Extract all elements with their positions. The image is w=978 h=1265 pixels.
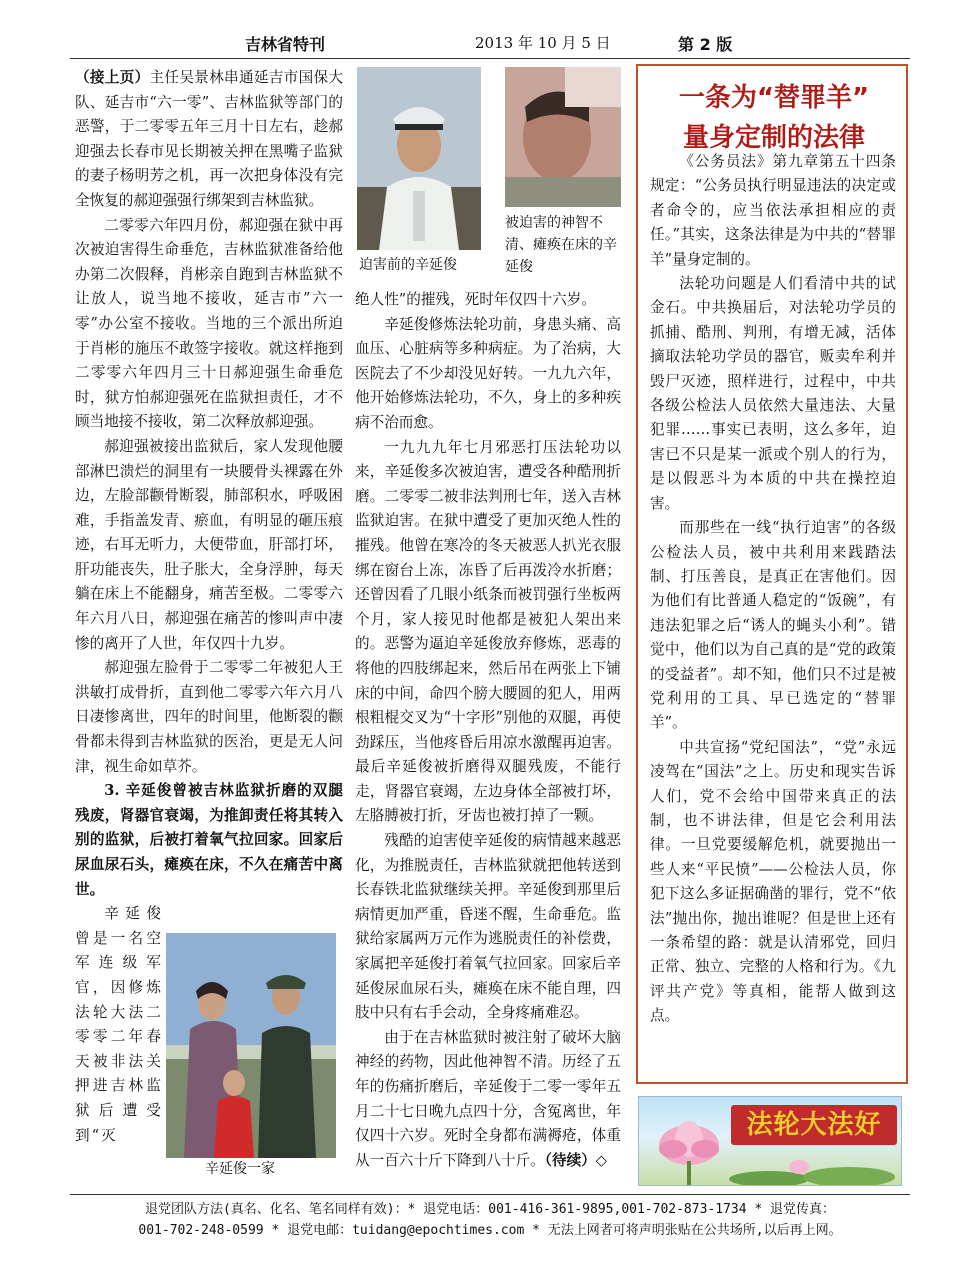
paragraph: 《公务员法》第九章第五十四条规定：“公务员执行明显违法的决定或者命令的，应当依法承担相应的责任。”其实，这条法律是为中共的“替罪羊”量身定制的。 [650,153,896,268]
sidebar-title-line1: 一条为“替罪羊” [678,83,870,113]
paragraph-text: 由于在吉林监狱时被注射了破坏大脑神经的药物，因此他神智不清。历经了五年的伤痛折磨后，辛延俊于二零一零年五月二十七日晚九点四十分，含冤离世，年仅四十六岁。死时全身都布满褥疮，体重从一百六十斤下降到八十斤。 [355,1028,621,1169]
publication-name: 吉林省特刊 [245,35,326,54]
paragraph-text: 主任吴景林串通延吉市国保大队、延吉市“六一零”、吉林监狱等部门的恶警，于二零零五年三月十日左右，趁郝迎强去长春市见长期被关押在黑嘴子监狱的妻子杨明芳之机，再一次把身体没有完全恢复的郝迎强强行绑架到吉林监狱。 [75,69,343,209]
paragraph: 郝迎强被接出监狱后，家人发现他腰部淋巴溃烂的洞里有一块腰骨头裸露在外边，左脸部颧骨断裂，肺部积水，呼吸困难，手指盖发青、瘀血，有明显的砸压痕迹，右耳无听力，大便带血，肝部打坏，肝功能丧失，肚子胀大，全身浮肿，每天躺在床上不能翻身，痛苦至极。二零零六年六月八日，郝迎强在痛苦的惨叫声中凄惨的离开了人世，年仅四十九岁。 [75,437,343,652]
paragraph: 中共宣扬“党纪国法”，“党”永远凌驾在“国法”之上。历史和现实告诉人们，党不会给中国带来真正的法制，也不讲法律，但是它会利用法律。一旦党要缓解危机，就要抛出一些人来“平民愤”——公检法人员，你犯下这么多证据确凿的罪行，党不“依法”抛出你，抛出谁呢？但是世上还有一条希望的路：就是认清邪党，回归正常、独立、完整的人格和行为。《九评共产党》等真相，能帮人做到这点。 [650,738,896,1025]
paragraph: 一九九九年七月邪恶打压法轮功以来，辛延俊多次被迫害，遭受各种酷刑折磨。二零零二被非法判刑七年，送入吉林监狱迫害。在狱中遭受了更加灭绝人性的摧残。他曾在寒冷的冬天被恶人扒光衣服绑在窗台上冻，冻昏了后再泼冷水折磨；还曾因看了几眼小纸条而被罚强行坐板两个月，家人接见时他都是被犯人架出来的。恶警为逼迫辛延俊放弃修炼，恶毒的将他的四肢绑起来，然后吊在两张上下铺床的中间，命四个膀大腰圆的犯人，用两根粗棍交叉为“十字形”别他的双腿，再使劲踩压，当他疼昏后用凉水激醒再迫害。最后辛延俊被折磨得双腿残废，不能行走，肾器官衰竭，左边身体全部被打坏，左胳膊被打折，牙齿也被打掉了一颗。 [355,438,621,825]
editorial-sidebar [636,64,908,1084]
photo-caption-after: 被迫害的神智不清、瘫痪在床的辛延俊 [505,215,617,275]
paragraph: 法轮功问题是人们看清中共的试金石。中共换届后，对法轮功学员的抓捕、酷刑、判刑，有增无减，活体摘取法轮功学员的器官，贩卖牟利并毁尸灭迹，照样进行，过程中，中共各级公检法人员依然大量违法、大量犯罪……事实已表明，这么多年，迫害已不只是某一派或个别人的行为，是以假恶斗为本质的中共在操控迫害。 [650,275,896,512]
sidebar-body [650,150,896,1029]
photo-caption-before: 迫害前的辛延俊 [359,257,457,273]
paragraph: 郝迎强左脸骨于二零零二年被犯人王洪敏打成骨折，直到他二零零六年六月八日凄惨离世，四年的时间里，他断裂的颧骨都未得到吉林监狱的医治，更是无人问津，视生命如草芥。 [75,659,343,775]
paragraph [75,66,343,214]
sidebar-title-line2: 量身定制的法律 [682,123,865,153]
footer-line-2: 001-702-248-0599 * 退党电邮：tuidang@epochtimes.com * 无法上网者可将声明张贴在公共场所,以后再上网。 [138,1223,842,1238]
paragraph: 残酷的迫害使辛延俊的病情越来越恶化，为推脱责任，吉林监狱就把他转送到长春铁北监狱继续关押。辛延俊到那里后病情更加严重，昏迷不醒，生命垂危。监狱给家属两万元作为逃脱责任的补偿费，家属把辛延俊打着氧气拉回家。回家后辛延俊尿血尿石头，瘫痪在床不能自理，四肢中只有右手会动，全身疼痛难忍。 [355,832,621,1022]
issue-date: 2013 年 10 月 5 日 [475,34,611,52]
photo-xin-yanjun-before [357,67,481,250]
page-header [70,30,910,59]
continued-from-label: （接上页） [75,69,150,86]
photo-xin-yanjun-family [166,933,336,1158]
paragraph: 辛延俊曾是一名空军连级军官，因修炼法轮大法二零零二年春天被非法关押进吉林监狱后遭受到“灭 [75,905,163,1144]
paragraph [355,1026,621,1174]
paragraph: 绝人性”的摧残，死时年仅四十六岁。 [355,291,596,308]
page-number: 第 2 版 [678,35,733,54]
paragraph: 辛延俊修炼法轮功前，身患头痛、高血压、心脏病等多种病症。为了治病，大医院去了不少却没见好转。一九九六年，他开始修炼法轮功，不久，身上的多种疾病不治而愈。 [355,315,621,431]
to-be-continued-label: （待续）◇ [544,1151,608,1169]
section-heading: 3. 辛延俊曾被吉林监狱折磨的双腿残废，肾器官衰竭，为推卸责任将其转入别的监狱，后被打着氧气拉回家。回家后尿血尿石头，瘫痪在床，不久在痛苦中离世。 [75,782,343,898]
article-column-2 [355,288,621,1173]
photo-xin-yanjun-after [505,67,621,207]
falun-dafa-banner [638,1096,902,1186]
banner-text: 法轮大法好 [731,1105,897,1145]
sidebar-title [638,78,910,158]
footer-line-1: 退党团队方法(真名、化名、笔名同样有效)：* 退党电话：001-416-361-9895,001-702-873-1734 * 退党传真： [144,1202,836,1217]
photo-caption-family: 辛延俊一家 [205,1161,275,1177]
paragraph: 二零零六年四月份，郝迎强在狱中再次被迫害得生命垂危，吉林监狱准备给他办第二次假释，肖彬亲自跑到吉林监狱不让放人，说当地不接收，延吉市”六一零”办公室不接收。当地的三个派出所迫于肖彬的施压不敢签字接收。就这样拖到二零零六年四月三十日郝迎强生命垂危时，狱方怕郝迎强死在监狱担责任，才不顾当地接不接收，第二次释放郝迎强。 [75,216,343,431]
paragraph: 而那些在一线“执行迫害”的各级公检法人员，被中共利用来践踏法制、打压善良，是真正在害他们。因为他们有比普通人稳定的“饭碗”，有违法犯罪之后“诱人的蝇头小利”。错觉中，他们以为自己真的是“党的政策的受益者”。却不知，他们只不过是被党利用的工具、早已选定的“替罪羊”。 [650,519,896,732]
page-footer [70,1194,910,1241]
